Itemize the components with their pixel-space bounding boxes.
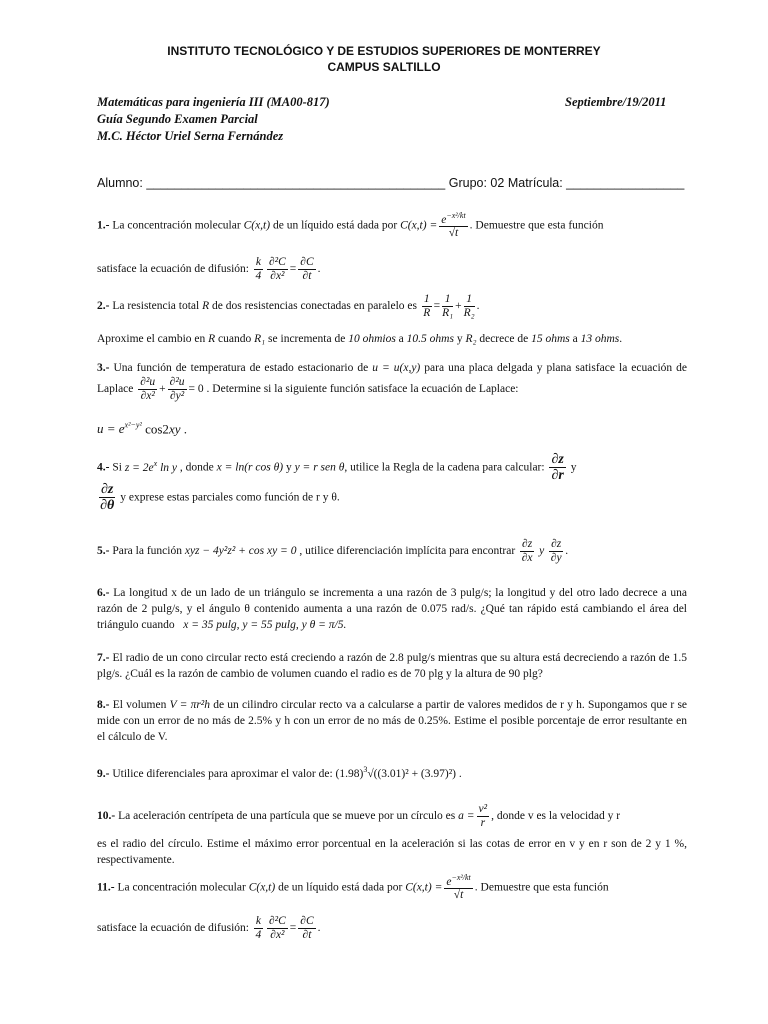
matricula-field[interactable]: Matrícula: _________________ [507, 176, 685, 190]
problem-4: 4.- Si $z = 2e^x$ ln y , donde x = ln(r cos θ) y y = r sen θ, utilice la Regla de la cadena para calcular: $\frac{\partial z}{\partial r}$ y [97, 452, 577, 484]
problem-1: 1.- La concentración molecular C(x,t) de un líquido está dada por C(x,t) = $\frac{e^{-x^2/kt}}{√t}$ . Demuestre que esta función [97, 211, 604, 240]
problem-5: 5.- Para la función xyz − 4y²z² + cos xy = 0 , utilice diferenciación implícita para encontrar $\frac{\partial z}{\partial x}$ y $\frac{\partial z}{\partial y}$ . [97, 538, 569, 564]
problem-10-text: es el radio del círculo. Estime el máximo error porcentual en la aceleración si las cotas de error en v y en r son de 2 y 1 %, respectivamente. [97, 838, 687, 867]
problem-10: 10.- La aceleración centrípeta de una partícula que se mueve por un círculo es a = $\frac{\text{v²}}{r}$ , donde v es la velocidad y r [97, 803, 621, 829]
grupo-label: Grupo: 02 [448, 176, 505, 190]
course-name: Matemáticas para ingeniería III (MA00-817) [97, 95, 330, 109]
student-line [97, 176, 684, 190]
campus-title: CAMPUS SALTILLO [327, 60, 441, 74]
institution-title: INSTITUTO TECNOLÓGICO Y DE ESTUDIOS SUPERIORES DE MONTERREY [167, 44, 601, 58]
problem-3: 3.- Una función de temperatura de estado estacionario de u = u(x,y) para una placa delgada y plana satisface la ecuación de Laplace $\frac{\text{∂²u}}{\text{∂x²}}$ + $\frac{\text{∂²u}}{\text{∂y²}}$ = 0 . Determine si la siguiente función satisface la ecuación de Laplace: [97, 362, 688, 402]
teacher-name: M.C. Héctor Uriel Serna Fernández [97, 129, 284, 143]
problem-7: 7.- El radio de un cono circular recto está creciendo a razón de 2.8 pulg/s mientras que su altura está decreciendo a razón de 1.5 plg/s. ¿Cuál es la razón de cambio de volumen cuando el radio es de 70 plg y la altura de 90 plg? [97, 652, 688, 681]
problem-8: 8.- El volumen V = πr²h de un cilindro circular recto va a calcularse a partir de valores medidos de r y h. Supongamos que r se mide con un error de no más de 2.5% y h con un error de no más de 0.25%. Estime el posible porcentaje de error resultante en el cálculo de V. [97, 699, 688, 744]
problem-11: 11.- La concentración molecular C(x,t) de un líquido está dada por C(x,t) = $\frac{e^{-x^2/kt}}{√t}$ . Demuestre que esta función [97, 873, 609, 902]
exam-date: Septiembre/19/2011 [565, 95, 667, 109]
guide-title: Guía Segundo Examen Parcial [97, 112, 258, 126]
problem-4-text: $\frac{\partial z}{\partial\theta}$ y exprese estas parciales como función de r y θ. [100, 482, 340, 514]
problem-1-equation: satisface la ecuación de difusión: $\frac{k}{4}$ $\frac{\text{∂²C}}{\text{∂x²}}$ = $\frac{\partial C}{\partial t}$ . [97, 256, 321, 282]
problem-6: 6.- La longitud x de un lado de un triángulo se incrementa a una razón de 3 pulg/s; la longitud y del otro lado decrece a una razón de 2 pulg/s, y el ángulo θ contenido aumenta a una razón de 0.075 rad/s. ¿Qué tan rápido está cambiando el área del triángulo cuando x = 35 pulg, y = 55 pulg, y θ = π/5. [97, 587, 687, 632]
problem-11-equation: satisface la ecuación de difusión: $\frac{k}{4}$ $\frac{\text{∂²C}}{\text{∂x²}}$ = $\frac{\partial C}{\partial t}$ . [97, 915, 321, 941]
alumno-field[interactable]: Alumno: ___________________________________________ [97, 176, 446, 190]
problem-3-function: $u = e^{x^2-y^2}$ cos2xy . [97, 421, 187, 437]
problem-9: 9.- Utilice diferenciales para aproximar el valor de: $(1.98)^3√((3.01)^2 + (3.97)^2)$ . [97, 765, 462, 780]
problem-2: 2.- La resistencia total R de dos resistencias conectadas en paralelo es $\frac{1}{R}$ = $\frac{1}{\text{R₁}}$ + $\frac{1}{\text{R₂}}$ . [97, 293, 480, 319]
problem-2-text: Aproxime el cambio en R cuando R₁ se incrementa de 10 ohmios a 10.5 ohms y R₂ decrece de 15 ohms a 13 ohms. [97, 333, 623, 345]
